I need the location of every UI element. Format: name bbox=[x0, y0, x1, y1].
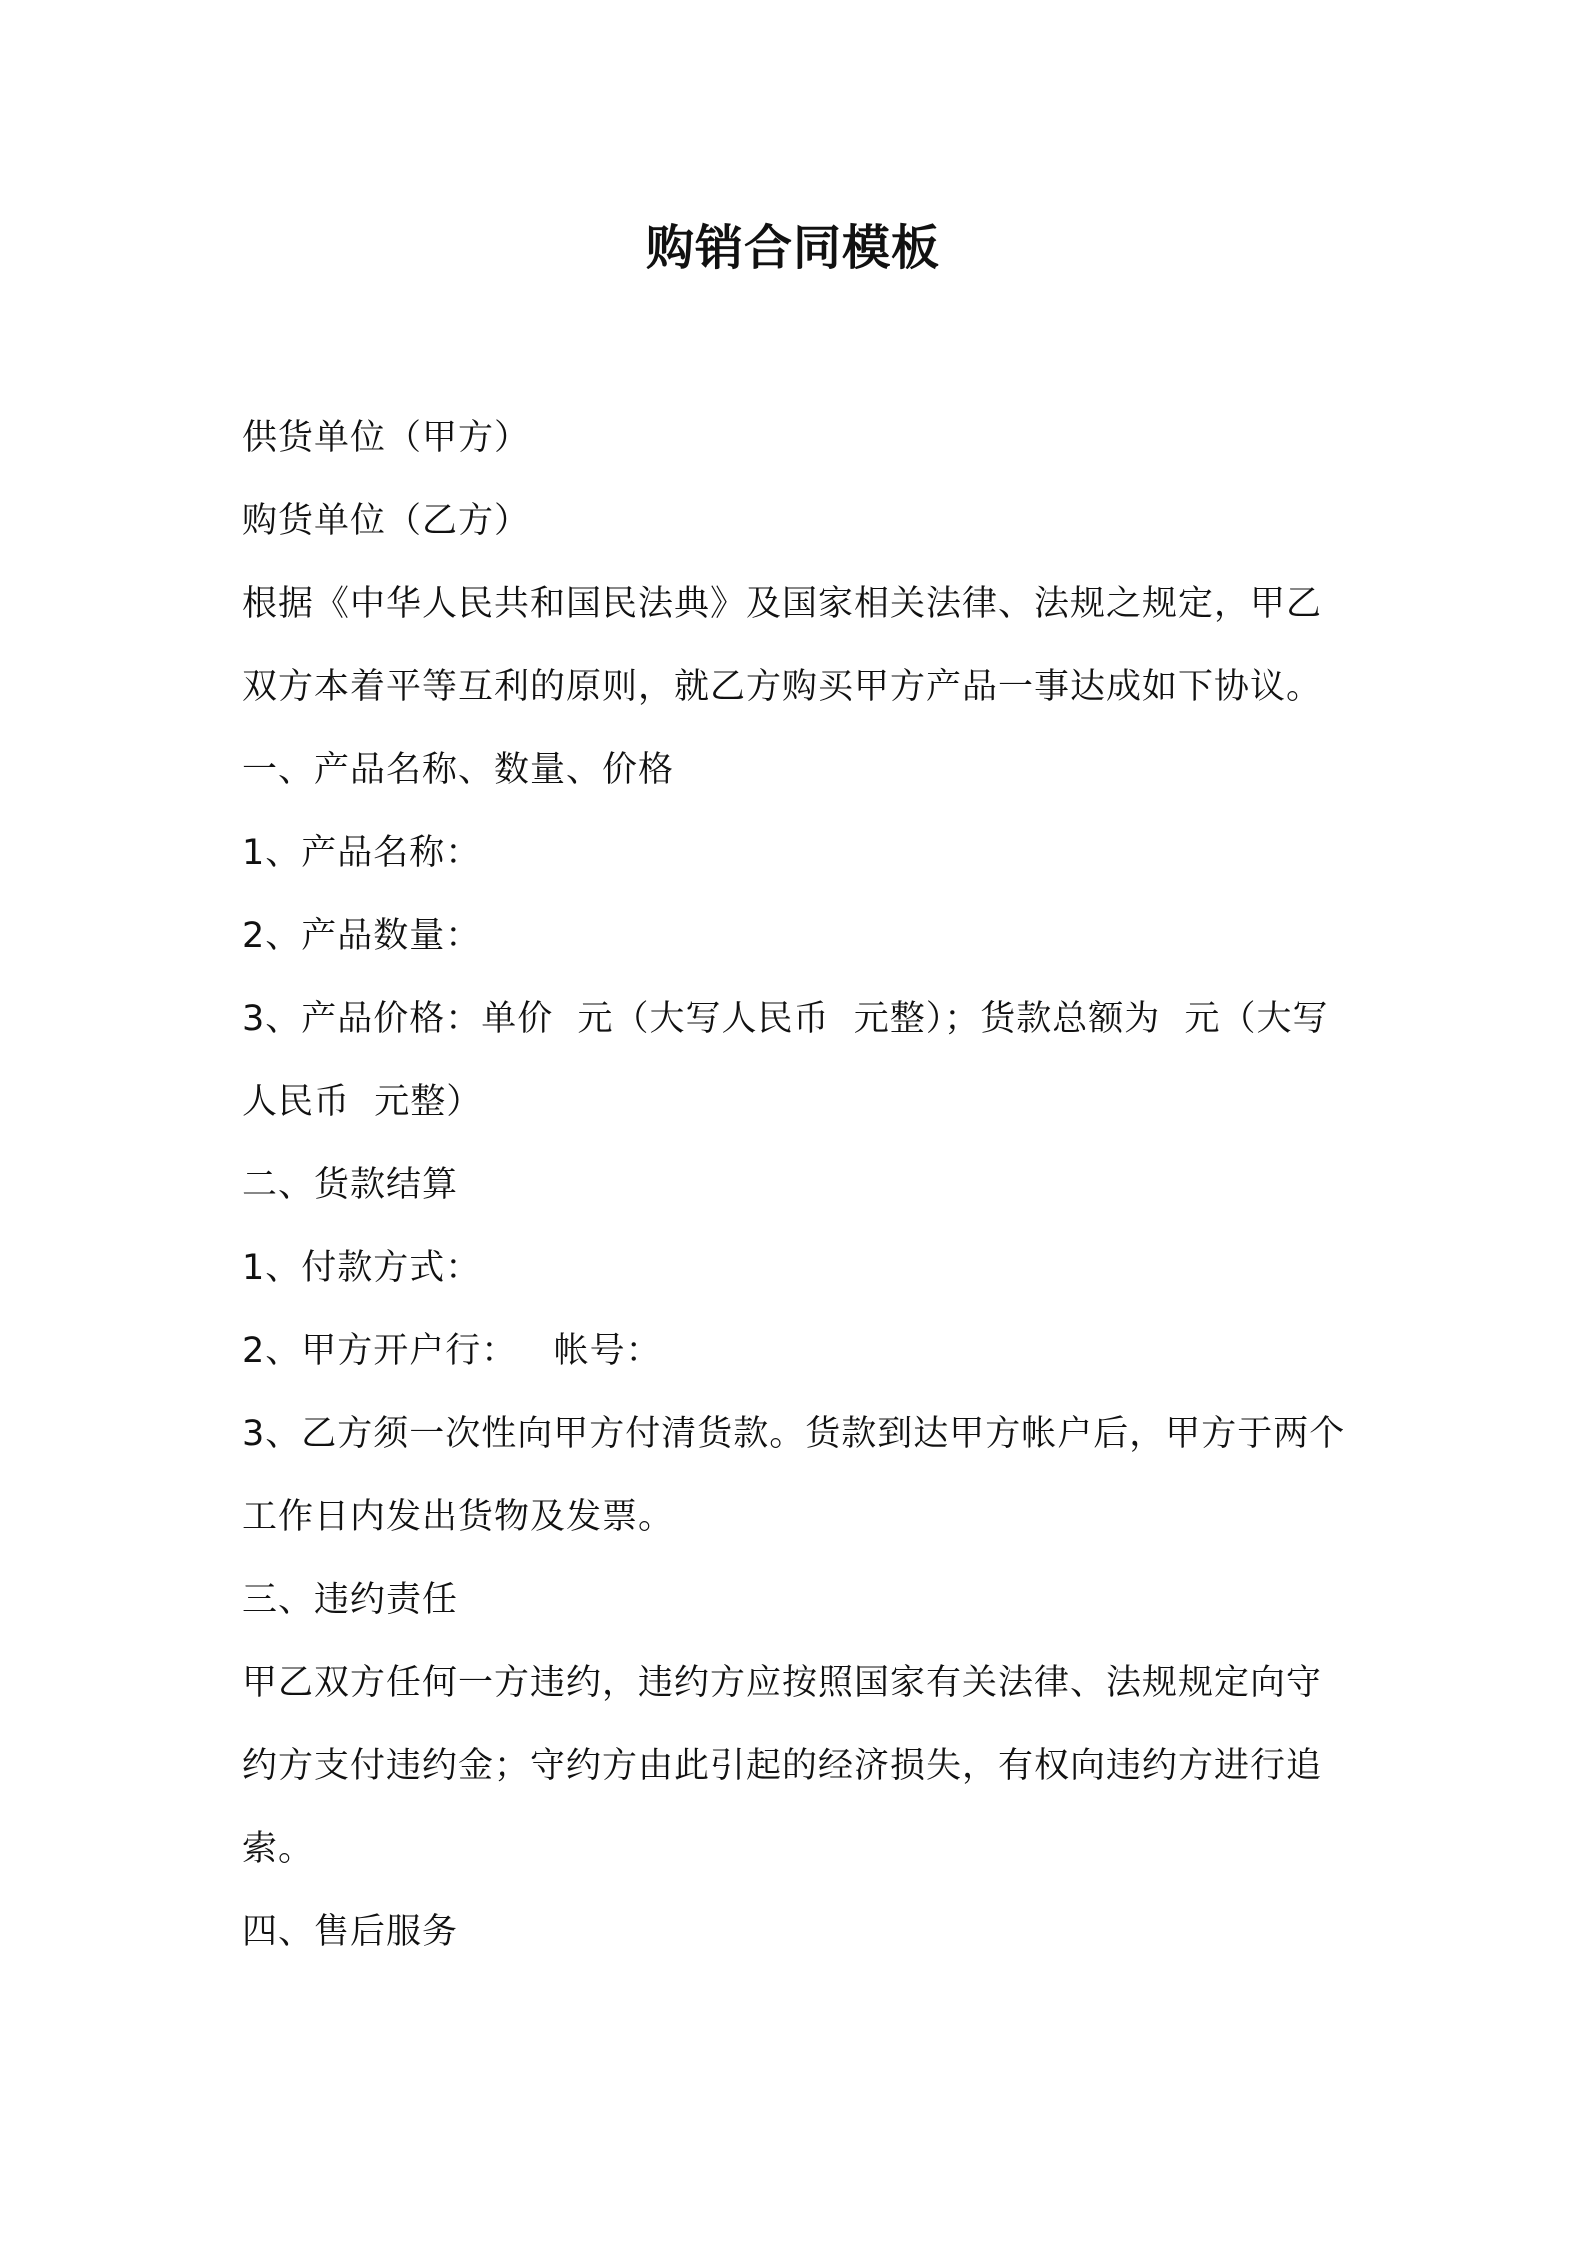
clause-product-quantity: 2、产品数量： bbox=[242, 916, 482, 956]
clause-product-price: 3、产品价格：单价 元（大写人民币 元整）；货款总额为 元（大写人民币 元整） bbox=[242, 999, 1329, 1122]
preamble-paragraph: 根据《中华人民共和国民法典》及国家相关法律、法规之规定，甲乙双方本着平等互利的原则，就乙方购买甲方产品一事达成如下协议。 bbox=[242, 584, 1323, 707]
section-heading-liability: 三、违约责任 bbox=[242, 1580, 459, 1620]
section-heading-after-sales: 四、售后服务 bbox=[242, 1912, 459, 1952]
document-title: 购销合同模板 bbox=[645, 220, 940, 276]
clause-payment-terms: 3、乙方须一次性向甲方付清货款。货款到达甲方帐户后，甲方于两个工作日内发出货物及发票。 bbox=[242, 1414, 1346, 1537]
document-body bbox=[242, 397, 1357, 1974]
party-b-line: 购货单位（乙方） bbox=[242, 501, 531, 541]
section-heading-products: 一、产品名称、数量、价格 bbox=[242, 750, 675, 790]
clause-payment-method: 1、付款方式： bbox=[242, 1248, 482, 1288]
party-a-line: 供货单位（甲方） bbox=[242, 418, 531, 458]
clause-liability: 甲乙双方任何一方违约，违约方应按照国家有关法律、法规规定向守约方支付违约金；守约方由此引起的经济损失，有权向违约方进行追索。 bbox=[242, 1663, 1323, 1869]
clause-bank-account: 2、甲方开户行： 帐号： bbox=[242, 1331, 662, 1371]
section-heading-payment: 二、货款结算 bbox=[242, 1165, 459, 1205]
clause-product-name: 1、产品名称： bbox=[242, 833, 482, 873]
